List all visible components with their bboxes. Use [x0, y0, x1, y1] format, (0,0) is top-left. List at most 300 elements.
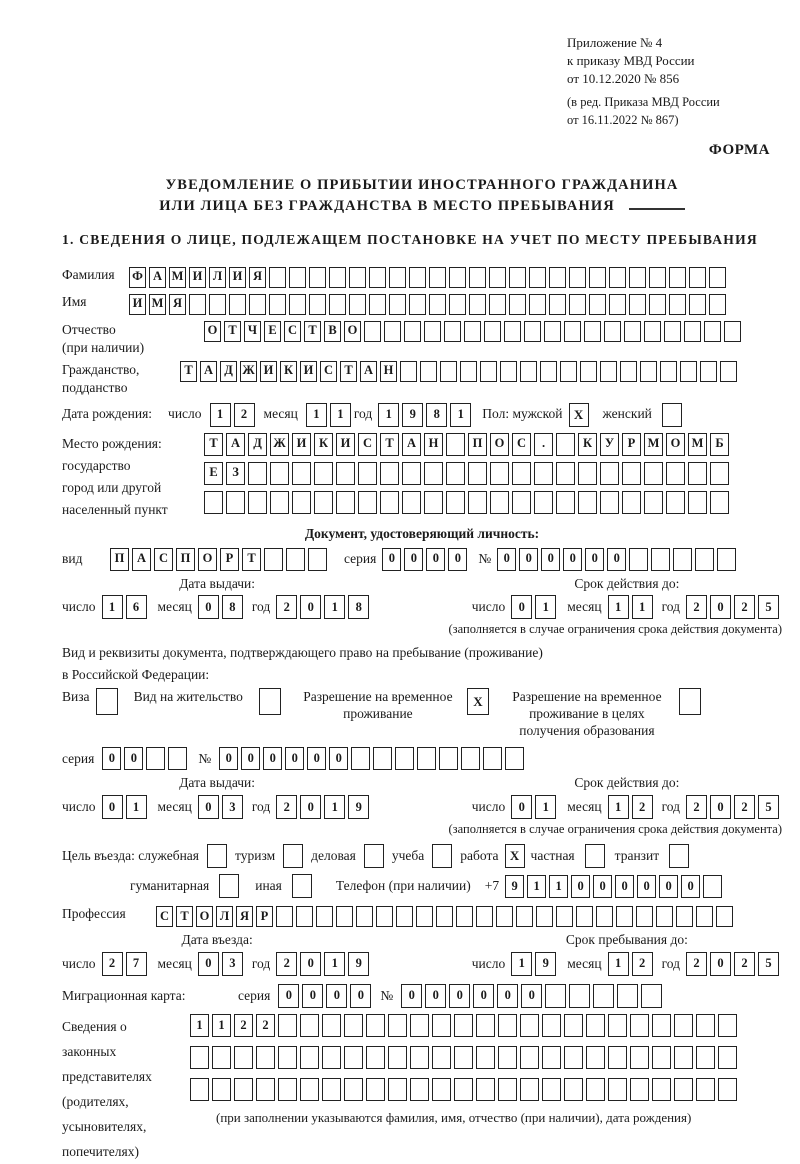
char-cell[interactable]: [505, 747, 524, 770]
char-cell[interactable]: 2: [686, 952, 707, 976]
char-cell[interactable]: [396, 906, 413, 927]
char-cell[interactable]: О: [196, 906, 213, 927]
char-cell[interactable]: [578, 491, 597, 514]
char-cell[interactable]: 1: [535, 595, 556, 619]
char-cell[interactable]: 2: [234, 1014, 253, 1037]
char-cell[interactable]: [666, 491, 685, 514]
char-cell[interactable]: [608, 1014, 627, 1037]
char-cell[interactable]: А: [200, 361, 217, 382]
char-cell[interactable]: [534, 462, 553, 485]
char-cell[interactable]: [276, 906, 293, 927]
char-cell[interactable]: [529, 294, 546, 315]
char-cell[interactable]: [329, 267, 346, 288]
char-cell[interactable]: [684, 321, 701, 342]
char-cell[interactable]: [596, 906, 613, 927]
char-cell[interactable]: [564, 1046, 583, 1069]
char-cell[interactable]: 2: [686, 595, 707, 619]
char-cell[interactable]: [316, 906, 333, 927]
char-cell[interactable]: [358, 491, 377, 514]
char-cell[interactable]: [569, 294, 586, 315]
char-cell[interactable]: [344, 1078, 363, 1101]
char-cell[interactable]: [586, 1046, 605, 1069]
char-cell[interactable]: [700, 361, 717, 382]
char-cell[interactable]: [688, 462, 707, 485]
char-cell[interactable]: [630, 1014, 649, 1037]
char-cell[interactable]: 0: [219, 747, 238, 770]
char-cell[interactable]: [498, 1078, 517, 1101]
char-cell[interactable]: 0: [497, 984, 518, 1008]
char-cell[interactable]: [608, 1078, 627, 1101]
char-cell[interactable]: [409, 267, 426, 288]
char-cell[interactable]: [309, 294, 326, 315]
char-cell[interactable]: [269, 267, 286, 288]
char-cell[interactable]: [468, 462, 487, 485]
char-cell[interactable]: [410, 1046, 429, 1069]
char-cell[interactable]: [616, 906, 633, 927]
char-cell[interactable]: 0: [278, 984, 299, 1008]
char-cell[interactable]: Т: [340, 361, 357, 382]
char-cell[interactable]: [349, 267, 366, 288]
char-cell[interactable]: 0: [326, 984, 347, 1008]
char-cell[interactable]: [600, 361, 617, 382]
char-cell[interactable]: 1: [549, 875, 568, 898]
char-cell[interactable]: [468, 491, 487, 514]
char-cell[interactable]: 1: [608, 595, 629, 619]
char-cell[interactable]: [446, 491, 465, 514]
visa-checkbox[interactable]: [96, 688, 118, 715]
char-cell[interactable]: [608, 1046, 627, 1069]
char-cell[interactable]: У: [600, 433, 619, 456]
char-cell[interactable]: [476, 1014, 495, 1037]
char-cell[interactable]: [622, 491, 641, 514]
char-cell[interactable]: И: [189, 267, 206, 288]
char-cell[interactable]: [461, 747, 480, 770]
char-cell[interactable]: [409, 294, 426, 315]
char-cell[interactable]: [349, 294, 366, 315]
char-cell[interactable]: 9: [535, 952, 556, 976]
char-cell[interactable]: 0: [302, 984, 323, 1008]
char-cell[interactable]: 0: [571, 875, 590, 898]
char-cell[interactable]: О: [204, 321, 221, 342]
char-cell[interactable]: [617, 984, 638, 1008]
char-cell[interactable]: [564, 321, 581, 342]
char-cell[interactable]: 2: [734, 952, 755, 976]
char-cell[interactable]: 0: [585, 548, 604, 571]
char-cell[interactable]: [542, 1078, 561, 1101]
char-cell[interactable]: С: [358, 433, 377, 456]
char-cell[interactable]: [212, 1078, 231, 1101]
char-cell[interactable]: [384, 321, 401, 342]
char-cell[interactable]: [322, 1046, 341, 1069]
char-cell[interactable]: [289, 267, 306, 288]
char-cell[interactable]: [404, 321, 421, 342]
char-cell[interactable]: 5: [758, 952, 779, 976]
char-cell[interactable]: [589, 267, 606, 288]
char-cell[interactable]: 5: [758, 795, 779, 819]
char-cell[interactable]: 0: [300, 595, 321, 619]
char-cell[interactable]: [432, 1046, 451, 1069]
char-cell[interactable]: А: [402, 433, 421, 456]
char-cell[interactable]: 1: [378, 403, 399, 427]
char-cell[interactable]: [388, 1014, 407, 1037]
char-cell[interactable]: [292, 491, 311, 514]
char-cell[interactable]: [512, 462, 531, 485]
char-cell[interactable]: [300, 1078, 319, 1101]
char-cell[interactable]: [620, 361, 637, 382]
char-cell[interactable]: [589, 294, 606, 315]
char-cell[interactable]: [674, 1078, 693, 1101]
char-cell[interactable]: [651, 548, 670, 571]
char-cell[interactable]: Д: [220, 361, 237, 382]
char-cell[interactable]: 1: [450, 403, 471, 427]
char-cell[interactable]: 8: [426, 403, 447, 427]
char-cell[interactable]: [168, 747, 187, 770]
char-cell[interactable]: [500, 361, 517, 382]
char-cell[interactable]: 0: [300, 795, 321, 819]
char-cell[interactable]: [629, 294, 646, 315]
char-cell[interactable]: [292, 462, 311, 485]
char-cell[interactable]: 0: [448, 548, 467, 571]
char-cell[interactable]: 1: [608, 795, 629, 819]
tourism-checkbox[interactable]: [283, 844, 303, 868]
char-cell[interactable]: [424, 321, 441, 342]
char-cell[interactable]: [688, 491, 707, 514]
char-cell[interactable]: [674, 1046, 693, 1069]
char-cell[interactable]: 1: [212, 1014, 231, 1037]
char-cell[interactable]: [696, 1046, 715, 1069]
char-cell[interactable]: [476, 1046, 495, 1069]
char-cell[interactable]: [496, 906, 513, 927]
char-cell[interactable]: [576, 906, 593, 927]
char-cell[interactable]: Л: [209, 267, 226, 288]
char-cell[interactable]: [358, 462, 377, 485]
char-cell[interactable]: 0: [241, 747, 260, 770]
char-cell[interactable]: 1: [330, 403, 351, 427]
char-cell[interactable]: [366, 1078, 385, 1101]
char-cell[interactable]: [322, 1078, 341, 1101]
char-cell[interactable]: Т: [176, 906, 193, 927]
char-cell[interactable]: [564, 1078, 583, 1101]
char-cell[interactable]: [490, 462, 509, 485]
char-cell[interactable]: [366, 1014, 385, 1037]
char-cell[interactable]: 0: [198, 795, 219, 819]
char-cell[interactable]: 0: [710, 595, 731, 619]
private-checkbox[interactable]: [585, 844, 605, 868]
temp-residence-checkbox[interactable]: X: [467, 688, 489, 715]
char-cell[interactable]: 1: [210, 403, 231, 427]
char-cell[interactable]: [542, 1046, 561, 1069]
char-cell[interactable]: [696, 906, 713, 927]
char-cell[interactable]: [417, 747, 436, 770]
char-cell[interactable]: [704, 321, 721, 342]
char-cell[interactable]: [278, 1078, 297, 1101]
char-cell[interactable]: 0: [102, 795, 123, 819]
char-cell[interactable]: [512, 491, 531, 514]
char-cell[interactable]: [388, 1046, 407, 1069]
char-cell[interactable]: [388, 1078, 407, 1101]
char-cell[interactable]: [529, 267, 546, 288]
char-cell[interactable]: П: [110, 548, 129, 571]
char-cell[interactable]: [256, 1046, 275, 1069]
char-cell[interactable]: [489, 294, 506, 315]
char-cell[interactable]: [190, 1046, 209, 1069]
char-cell[interactable]: 0: [285, 747, 304, 770]
char-cell[interactable]: Р: [256, 906, 273, 927]
char-cell[interactable]: [689, 267, 706, 288]
char-cell[interactable]: [649, 294, 666, 315]
char-cell[interactable]: 2: [276, 952, 297, 976]
char-cell[interactable]: [436, 906, 453, 927]
char-cell[interactable]: [366, 1046, 385, 1069]
char-cell[interactable]: [569, 984, 590, 1008]
char-cell[interactable]: [454, 1078, 473, 1101]
char-cell[interactable]: Т: [380, 433, 399, 456]
char-cell[interactable]: [549, 267, 566, 288]
char-cell[interactable]: [420, 361, 437, 382]
char-cell[interactable]: С: [156, 906, 173, 927]
char-cell[interactable]: [630, 1046, 649, 1069]
char-cell[interactable]: И: [336, 433, 355, 456]
char-cell[interactable]: [490, 491, 509, 514]
other-purpose-checkbox[interactable]: [292, 874, 312, 898]
char-cell[interactable]: 2: [234, 403, 255, 427]
char-cell[interactable]: [656, 906, 673, 927]
char-cell[interactable]: С: [284, 321, 301, 342]
char-cell[interactable]: [476, 1078, 495, 1101]
char-cell[interactable]: И: [129, 294, 146, 315]
char-cell[interactable]: К: [578, 433, 597, 456]
char-cell[interactable]: [356, 906, 373, 927]
char-cell[interactable]: [483, 747, 502, 770]
char-cell[interactable]: [476, 906, 493, 927]
char-cell[interactable]: [664, 321, 681, 342]
char-cell[interactable]: [344, 1014, 363, 1037]
char-cell[interactable]: [556, 491, 575, 514]
char-cell[interactable]: О: [490, 433, 509, 456]
char-cell[interactable]: А: [149, 267, 166, 288]
char-cell[interactable]: Е: [264, 321, 281, 342]
char-cell[interactable]: [652, 1078, 671, 1101]
char-cell[interactable]: 1: [324, 952, 345, 976]
char-cell[interactable]: [709, 267, 726, 288]
char-cell[interactable]: 0: [593, 875, 612, 898]
char-cell[interactable]: [641, 984, 662, 1008]
char-cell[interactable]: [364, 321, 381, 342]
char-cell[interactable]: [649, 267, 666, 288]
char-cell[interactable]: [369, 294, 386, 315]
char-cell[interactable]: [289, 294, 306, 315]
char-cell[interactable]: 0: [681, 875, 700, 898]
char-cell[interactable]: 2: [686, 795, 707, 819]
char-cell[interactable]: М: [644, 433, 663, 456]
char-cell[interactable]: [226, 491, 245, 514]
char-cell[interactable]: 0: [541, 548, 560, 571]
char-cell[interactable]: [234, 1078, 253, 1101]
char-cell[interactable]: [234, 1046, 253, 1069]
char-cell[interactable]: [146, 747, 165, 770]
char-cell[interactable]: [456, 906, 473, 927]
char-cell[interactable]: И: [292, 433, 311, 456]
char-cell[interactable]: [673, 548, 692, 571]
humanitarian-checkbox[interactable]: [219, 874, 239, 898]
char-cell[interactable]: [314, 491, 333, 514]
char-cell[interactable]: [212, 1046, 231, 1069]
char-cell[interactable]: [278, 1046, 297, 1069]
char-cell[interactable]: [710, 462, 729, 485]
char-cell[interactable]: [536, 906, 553, 927]
char-cell[interactable]: 0: [473, 984, 494, 1008]
char-cell[interactable]: [520, 361, 537, 382]
char-cell[interactable]: 1: [324, 795, 345, 819]
char-cell[interactable]: [666, 462, 685, 485]
char-cell[interactable]: [454, 1014, 473, 1037]
char-cell[interactable]: [644, 462, 663, 485]
char-cell[interactable]: Н: [424, 433, 443, 456]
char-cell[interactable]: [449, 294, 466, 315]
char-cell[interactable]: 9: [348, 952, 369, 976]
char-cell[interactable]: [369, 267, 386, 288]
char-cell[interactable]: [190, 1078, 209, 1101]
char-cell[interactable]: [509, 294, 526, 315]
char-cell[interactable]: 0: [401, 984, 422, 1008]
char-cell[interactable]: [604, 321, 621, 342]
char-cell[interactable]: [652, 1046, 671, 1069]
male-checkbox[interactable]: X: [569, 403, 589, 427]
char-cell[interactable]: [278, 1014, 297, 1037]
char-cell[interactable]: 0: [511, 795, 532, 819]
char-cell[interactable]: [373, 747, 392, 770]
char-cell[interactable]: [564, 1014, 583, 1037]
char-cell[interactable]: 0: [329, 747, 348, 770]
char-cell[interactable]: [248, 491, 267, 514]
char-cell[interactable]: [718, 1078, 737, 1101]
char-cell[interactable]: 0: [263, 747, 282, 770]
char-cell[interactable]: [389, 294, 406, 315]
char-cell[interactable]: М: [688, 433, 707, 456]
char-cell[interactable]: [395, 747, 414, 770]
char-cell[interactable]: 0: [300, 952, 321, 976]
char-cell[interactable]: 0: [198, 952, 219, 976]
char-cell[interactable]: 3: [222, 795, 243, 819]
char-cell[interactable]: [629, 267, 646, 288]
char-cell[interactable]: [630, 1078, 649, 1101]
char-cell[interactable]: М: [149, 294, 166, 315]
char-cell[interactable]: И: [260, 361, 277, 382]
char-cell[interactable]: Я: [169, 294, 186, 315]
char-cell[interactable]: 0: [659, 875, 678, 898]
char-cell[interactable]: 0: [307, 747, 326, 770]
char-cell[interactable]: [609, 267, 626, 288]
char-cell[interactable]: 9: [402, 403, 423, 427]
char-cell[interactable]: [669, 267, 686, 288]
char-cell[interactable]: Б: [710, 433, 729, 456]
char-cell[interactable]: [569, 267, 586, 288]
char-cell[interactable]: [249, 294, 266, 315]
char-cell[interactable]: [520, 1014, 539, 1037]
char-cell[interactable]: [544, 321, 561, 342]
char-cell[interactable]: Ч: [244, 321, 261, 342]
char-cell[interactable]: [545, 984, 566, 1008]
char-cell[interactable]: [640, 361, 657, 382]
char-cell[interactable]: [724, 321, 741, 342]
char-cell[interactable]: [286, 548, 305, 571]
char-cell[interactable]: [400, 361, 417, 382]
char-cell[interactable]: [264, 548, 283, 571]
char-cell[interactable]: [429, 294, 446, 315]
char-cell[interactable]: Т: [242, 548, 261, 571]
char-cell[interactable]: [696, 1014, 715, 1037]
char-cell[interactable]: А: [226, 433, 245, 456]
char-cell[interactable]: [716, 906, 733, 927]
official-checkbox[interactable]: [207, 844, 227, 868]
char-cell[interactable]: [424, 491, 443, 514]
char-cell[interactable]: 1: [126, 795, 147, 819]
char-cell[interactable]: [720, 361, 737, 382]
char-cell[interactable]: 2: [256, 1014, 275, 1037]
char-cell[interactable]: Д: [248, 433, 267, 456]
char-cell[interactable]: [703, 875, 722, 898]
char-cell[interactable]: 0: [124, 747, 143, 770]
char-cell[interactable]: С: [512, 433, 531, 456]
study-checkbox[interactable]: [432, 844, 452, 868]
char-cell[interactable]: О: [198, 548, 217, 571]
char-cell[interactable]: [600, 491, 619, 514]
char-cell[interactable]: 2: [734, 595, 755, 619]
char-cell[interactable]: [270, 462, 289, 485]
char-cell[interactable]: [446, 462, 465, 485]
char-cell[interactable]: [710, 491, 729, 514]
char-cell[interactable]: [469, 294, 486, 315]
char-cell[interactable]: 0: [607, 548, 626, 571]
char-cell[interactable]: [344, 1046, 363, 1069]
char-cell[interactable]: С: [154, 548, 173, 571]
char-cell[interactable]: [424, 462, 443, 485]
char-cell[interactable]: Ж: [270, 433, 289, 456]
char-cell[interactable]: [593, 984, 614, 1008]
char-cell[interactable]: [680, 361, 697, 382]
char-cell[interactable]: [432, 1014, 451, 1037]
char-cell[interactable]: [516, 906, 533, 927]
char-cell[interactable]: [300, 1014, 319, 1037]
business-checkbox[interactable]: [364, 844, 384, 868]
female-checkbox[interactable]: [662, 403, 682, 427]
char-cell[interactable]: [336, 491, 355, 514]
char-cell[interactable]: [600, 462, 619, 485]
char-cell[interactable]: 1: [324, 595, 345, 619]
char-cell[interactable]: Я: [236, 906, 253, 927]
char-cell[interactable]: [460, 361, 477, 382]
char-cell[interactable]: [520, 1078, 539, 1101]
char-cell[interactable]: [351, 747, 370, 770]
char-cell[interactable]: 1: [608, 952, 629, 976]
char-cell[interactable]: 0: [710, 952, 731, 976]
char-cell[interactable]: [446, 433, 465, 456]
char-cell[interactable]: [549, 294, 566, 315]
char-cell[interactable]: [269, 294, 286, 315]
char-cell[interactable]: О: [666, 433, 685, 456]
char-cell[interactable]: [410, 1014, 429, 1037]
char-cell[interactable]: [336, 906, 353, 927]
char-cell[interactable]: 0: [511, 595, 532, 619]
char-cell[interactable]: [449, 267, 466, 288]
char-cell[interactable]: 2: [276, 795, 297, 819]
char-cell[interactable]: [695, 548, 714, 571]
char-cell[interactable]: [439, 747, 458, 770]
char-cell[interactable]: 1: [102, 595, 123, 619]
char-cell[interactable]: Ф: [129, 267, 146, 288]
char-cell[interactable]: [696, 1078, 715, 1101]
char-cell[interactable]: [489, 267, 506, 288]
